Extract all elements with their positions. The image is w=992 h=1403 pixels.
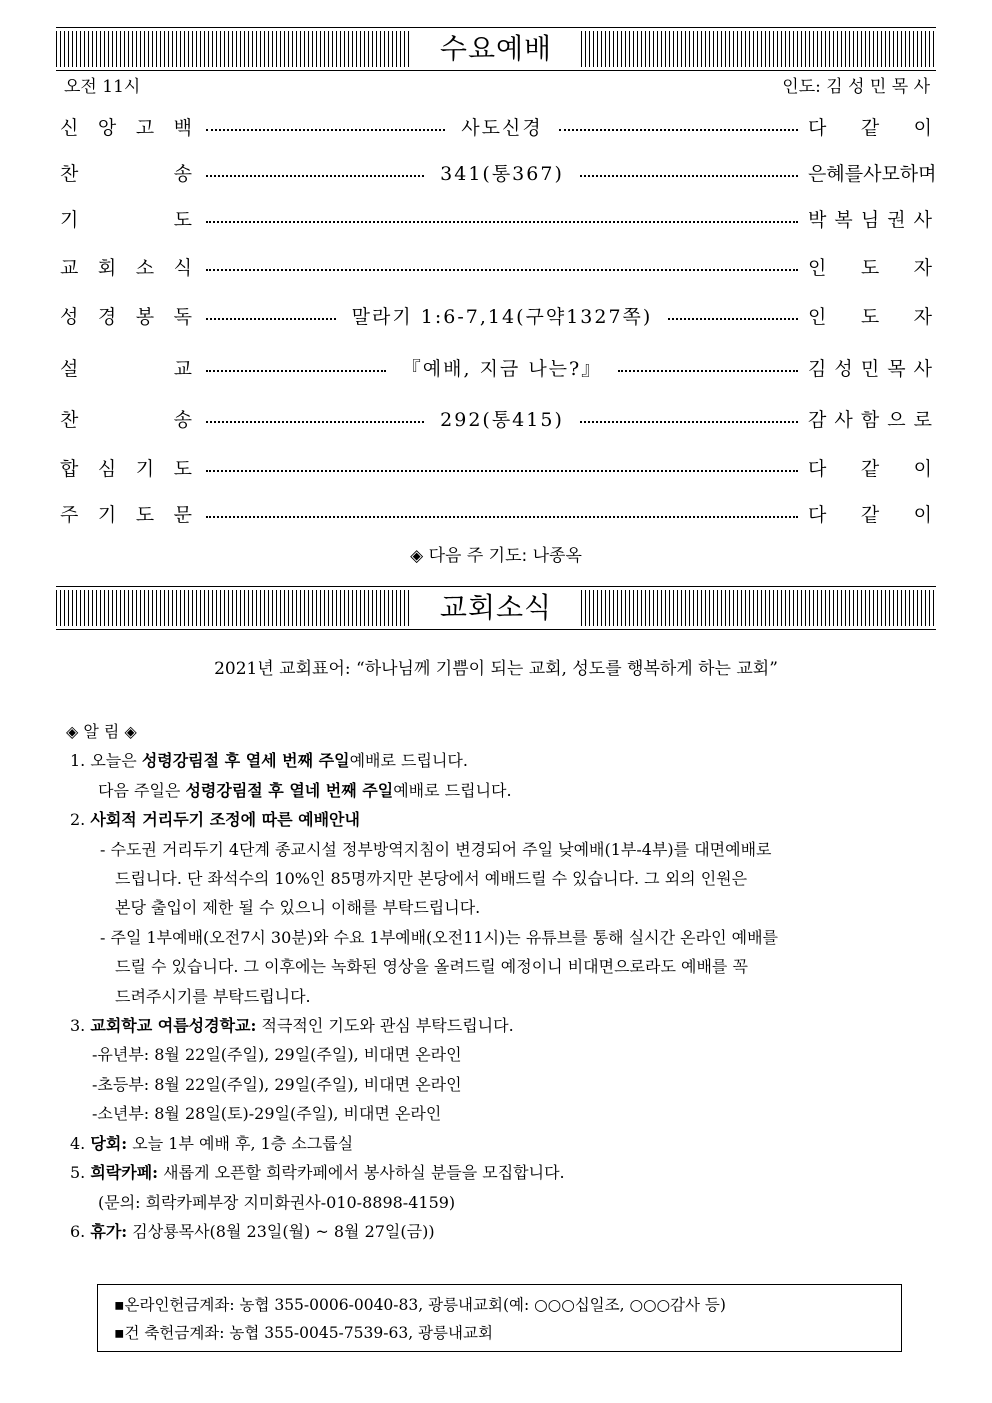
- banner-stripes-left: [56, 31, 411, 67]
- order-row: [60, 403, 932, 433]
- dot-leader: [668, 318, 798, 320]
- service-subhead: [64, 72, 930, 98]
- notice-6: 6. 휴가: 김상룡목사(8월 23일(월) ~ 8월 27일(금)): [70, 1221, 435, 1241]
- service-title: 수요예배: [439, 32, 553, 65]
- order-row: [60, 452, 932, 482]
- order-label: 찬 송: [60, 408, 192, 431]
- order-content: [206, 508, 798, 518]
- dot-leader: [206, 269, 798, 271]
- banner-stripes-right: [581, 31, 936, 67]
- dot-leader: [580, 421, 798, 423]
- order-content: [206, 354, 798, 381]
- banner-stripes-right: [581, 590, 936, 626]
- order-row: [60, 157, 937, 187]
- order-label: 합 심 기 도: [60, 457, 192, 480]
- notice-3-s3: -소년부: 8월 28일(토)-29일(주일), 비대면 온라인: [92, 1104, 442, 1124]
- notice-2-title: 2. 사회적 거리두기 조정에 따른 예배안내: [70, 810, 360, 830]
- order-leader: 다 같 이: [808, 457, 932, 480]
- notice-2-d2-l2: 드릴 수 있습니다. 그 이후에는 녹화된 영상을 올려드릴 예정이니 비대면으로라도 예배를 꼭: [115, 957, 748, 977]
- notice-2-d1-l2: 드립니다. 단 좌석수의 10%인 85명까지만 본당에서 예배드릴 수 있습니다. 그 외의 인원은: [115, 869, 748, 889]
- dot-leader: [206, 516, 798, 518]
- order-label: 설 교: [60, 357, 192, 380]
- order-leader: 김 성 민 목 사: [808, 357, 932, 380]
- order-item-text: 341(통367): [440, 162, 564, 185]
- order-leader: 인 도 자: [808, 305, 932, 328]
- order-label: 기 도: [60, 208, 192, 231]
- notice-5: 5. 희락카페: 새롭게 오픈할 희락카페에서 봉사하실 분들을 모집합니다.: [70, 1163, 565, 1183]
- order-item-text: 사도신경: [461, 116, 543, 139]
- offering-accounts-box: [97, 1284, 902, 1352]
- dot-leader: [206, 129, 445, 131]
- dot-leader: [618, 370, 798, 372]
- notice-3: 3. 교회학교 여름성경학교: 적극적인 기도와 관심 부탁드립니다.: [70, 1016, 514, 1036]
- order-content: [206, 261, 798, 271]
- news-title: 교회소식: [439, 591, 553, 624]
- banner-stripes-left: [56, 590, 411, 626]
- order-leader: 박 복 님 권 사: [808, 208, 932, 231]
- order-row: [60, 300, 932, 330]
- order-content: [206, 113, 798, 140]
- notices: [60, 717, 940, 1246]
- dot-leader: [206, 470, 798, 472]
- order-row: [60, 251, 932, 281]
- dot-leader: [206, 221, 798, 223]
- order-label: 찬 송: [60, 162, 192, 185]
- order-label: 주 기 도 문: [60, 503, 192, 526]
- notice-2-d1-l1: - 수도권 거리두기 4단계 종교시설 정부방역지침이 변경되어 주일 낮예배(1부-4부)를 대면예배로: [100, 839, 772, 859]
- notice-2-d2-l3: 드려주시기를 부탁드립니다.: [115, 986, 311, 1006]
- dot-leader: [206, 318, 336, 320]
- dot-leader: [206, 370, 386, 372]
- order-leader: 감 사 함 으 로: [808, 408, 932, 431]
- service-time: 오전 11시: [64, 77, 141, 97]
- order-row: [60, 498, 932, 528]
- dot-leader: [206, 175, 424, 177]
- notice-2-d2-l1: - 주일 1부예배(오전7시 30분)와 수요 1부예배(오전11시)는 유튜브를 통해 실시간 온라인 예배를: [100, 927, 778, 947]
- notice-1a: 1. 오늘은 성령강림절 후 열세 번째 주일예배로 드립니다.: [70, 751, 468, 771]
- order-label: 신 앙 고 백: [60, 116, 192, 139]
- building-offering-account: ▪건 축헌금계좌: 농협 355-0045-7539-63, 광릉내교회: [114, 1324, 493, 1342]
- order-leader: 인 도 자: [808, 256, 932, 279]
- order-item-text: 292(통415): [440, 408, 564, 431]
- notice-2-d1-l3: 본당 출입이 제한 될 수 있으니 이해를 부탁드립니다.: [115, 898, 481, 918]
- order-row: [60, 352, 932, 382]
- dot-leader: [559, 129, 798, 131]
- order-content: [206, 213, 798, 223]
- order-content: [206, 462, 798, 472]
- notice-1b: 다음 주일은 성령강림절 후 열네 번째 주일예배로 드립니다.: [98, 780, 512, 800]
- order-leader: 다 같 이: [808, 116, 932, 139]
- order-item-text: 말라기 1:6-7,14(구약1327쪽): [351, 305, 653, 328]
- order-item-text: 『예배, 지금 나는?』: [401, 357, 603, 380]
- news-banner: [56, 586, 936, 630]
- notice-3-s1: -유년부: 8월 22일(주일), 29일(주일), 비대면 온라인: [92, 1045, 462, 1065]
- notice-header: ◈ 알 림 ◈: [66, 722, 137, 741]
- notice-3-s2: -초등부: 8월 22일(주일), 29일(주일), 비대면 온라인: [92, 1074, 462, 1094]
- order-row: [60, 203, 932, 233]
- dot-leader: [580, 175, 798, 177]
- order-row: [60, 111, 932, 141]
- order-content: [206, 405, 798, 432]
- order-leader: 다 같 이: [808, 503, 932, 526]
- order-content: [206, 159, 798, 186]
- service-banner: [56, 27, 936, 71]
- next-week-prayer: ◈ 다음 주 기도: 나종옥: [410, 546, 582, 566]
- church-motto: 2021년 교회표어: “하나님께 기쁨이 되는 교회, 성도를 행복하게 하는 교회”: [214, 659, 778, 679]
- dot-leader: [206, 421, 424, 423]
- notice-4: 4. 당회: 오늘 1부 예배 후, 1층 소그룹실: [70, 1133, 354, 1153]
- order-content: [206, 302, 798, 329]
- service-presider: 인도: 김 성 민 목 사: [782, 77, 930, 97]
- notice-5-sub: (문의: 희락카페부장 지미화권사-010-8898-4159): [98, 1192, 456, 1212]
- order-label: 교 회 소 식: [60, 256, 192, 279]
- online-offering-account: ▪온라인헌금계좌: 농협 355-0006-0040-83, 광릉내교회(예: ○○○십일조, ○○○감사 등): [114, 1296, 726, 1314]
- order-label: 성 경 봉 독: [60, 305, 192, 328]
- order-leader: 은 혜 를 사 모 하 며: [808, 162, 937, 185]
